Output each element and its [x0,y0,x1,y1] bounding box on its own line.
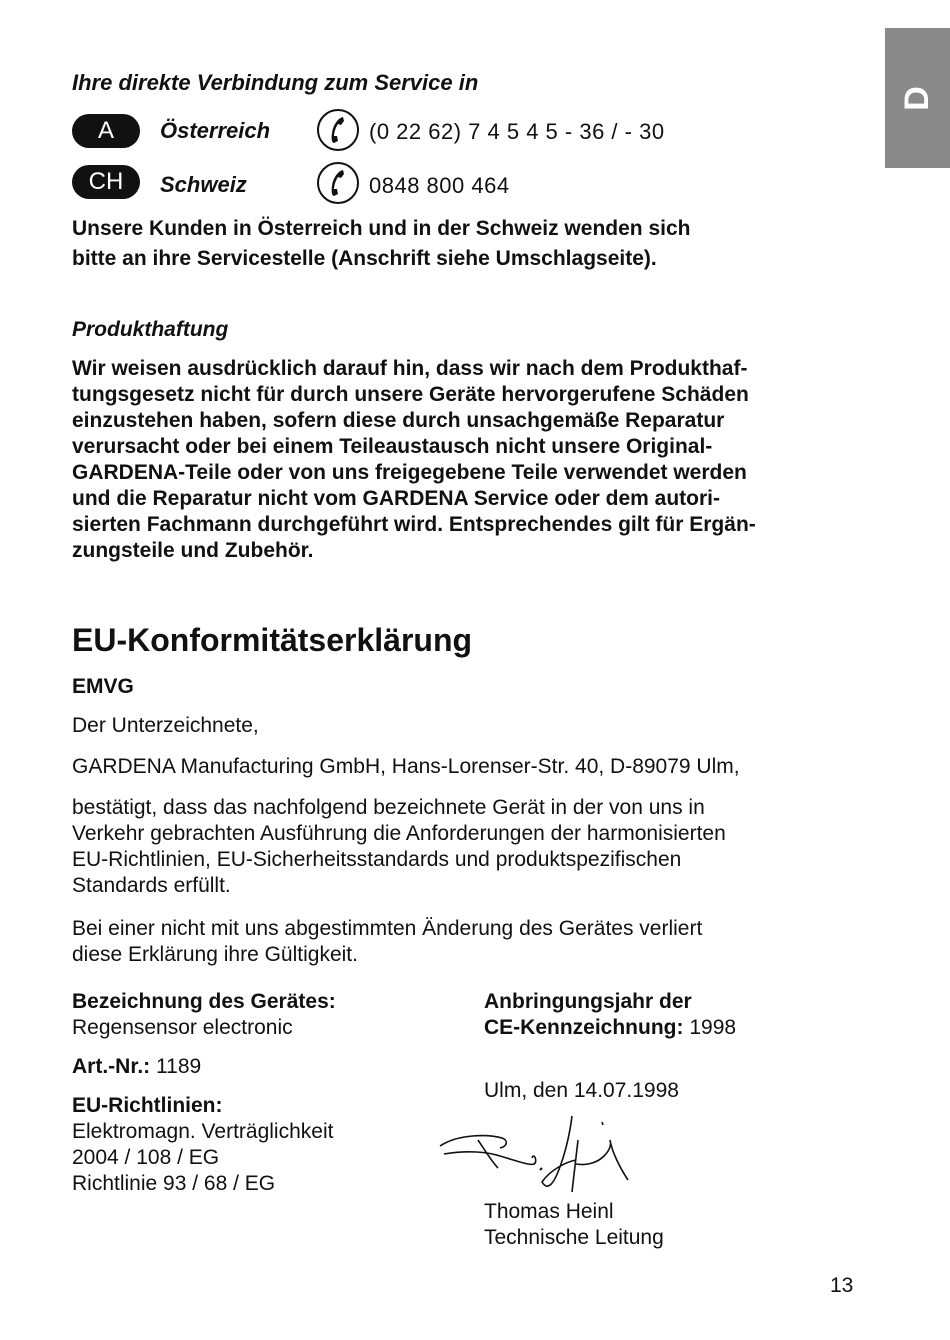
liability-text: Wir weisen ausdrücklich darauf hin, dass wir nach dem Produkthaf- tungsgesetz nicht für durch unsere Geräte hervorgerufene Schäden einzustehen haben, sofern diese durch unsachgemäße Reparatur verursacht oder bei einem Teileaustausch nicht unsere Original- GARDENA-Teile oder von uns freigegebene Teile verwendet werden und die Reparatur nicht vom GARDENA Service oder dem autori- sierten Fachmann durchgeführt wird. Entsprechendes gilt für Ergän- zungsteile und Zubehör. [72,357,756,562]
company-address: GARDENA Manufacturing GmbH, Hans-Lorenser-Str. 40, D-89079 Ulm, [72,755,740,778]
language-tab [885,28,950,168]
phone-icon [316,161,360,205]
language-tab-label: D [898,85,936,111]
directives-label: EU-Richtlinien: [72,1094,223,1117]
liability-heading: Produkthaftung [72,318,229,341]
ce-label-line2-row [484,1015,736,1041]
article-label: Art.-Nr.: [72,1055,151,1078]
ce-label-line2: CE-Kennzeichnung: [484,1016,684,1039]
country-name-austria: Österreich [160,118,271,143]
ce-label-line1: Anbringungsjahr der [484,990,692,1013]
phone-number-switzerland: 0848 800 464 [369,173,510,198]
phone-icon [316,108,360,152]
confirmation-text: bestätigt, dass das nachfolgend bezeichnete Gerät in der von uns in Verkehr gebrachten Ausführung die Anforderungen der harmonisierten EU-Richtlinien, EU-Sicherheitsstandards und produktspezifischen Standards erfüllt. [72,796,726,897]
country-badge-austria: A [72,114,140,148]
signatory-intro: Der Unterzeichnete, [72,714,259,737]
page-number: 13 [830,1274,854,1297]
conformity-title: EU-Konformitätserklärung [72,622,473,658]
ce-year: 1998 [689,1016,737,1039]
phone-number-austria: (0 22 62) 7 4 5 4 5 - 36 / - 30 [369,119,665,144]
signer-block [484,1199,664,1251]
country-name-switzerland: Schweiz [160,172,247,197]
signature [438,1112,662,1198]
directives-block: EU-Richtlinien: Elektromagn. Verträglichkeit 2004 / 108 / EG Richtlinie 93 / 68 / EG [72,1094,334,1195]
signer-title: Technische Leitung [484,1226,664,1249]
place-date: Ulm, den 14.07.1998 [484,1079,679,1102]
conformity-subtitle: EMVG [72,675,134,698]
service-note: Unsere Kunden in Österreich und in der Schweiz wenden sich bitte an ihre Servicestelle (Anschrift siehe Umschlagseite). [72,217,691,270]
ce-marking-block [484,989,736,1041]
article-value: 1189 [156,1055,202,1078]
validity-text: Bei einer nicht mit uns abgestimmten Änderung des Gerätes verliert diese Erklärung ihre Gültigkeit. [72,917,703,966]
article-number [72,1054,201,1080]
country-badge-switzerland: CH [72,165,140,199]
service-heading: Ihre direkte Verbindung zum Service in [72,70,479,95]
signer-name: Thomas Heinl [484,1200,614,1223]
device-label: Bezeichnung des Gerätes: [72,990,336,1013]
device-value: Regensensor electronic [72,1016,293,1039]
device-block [72,989,336,1041]
